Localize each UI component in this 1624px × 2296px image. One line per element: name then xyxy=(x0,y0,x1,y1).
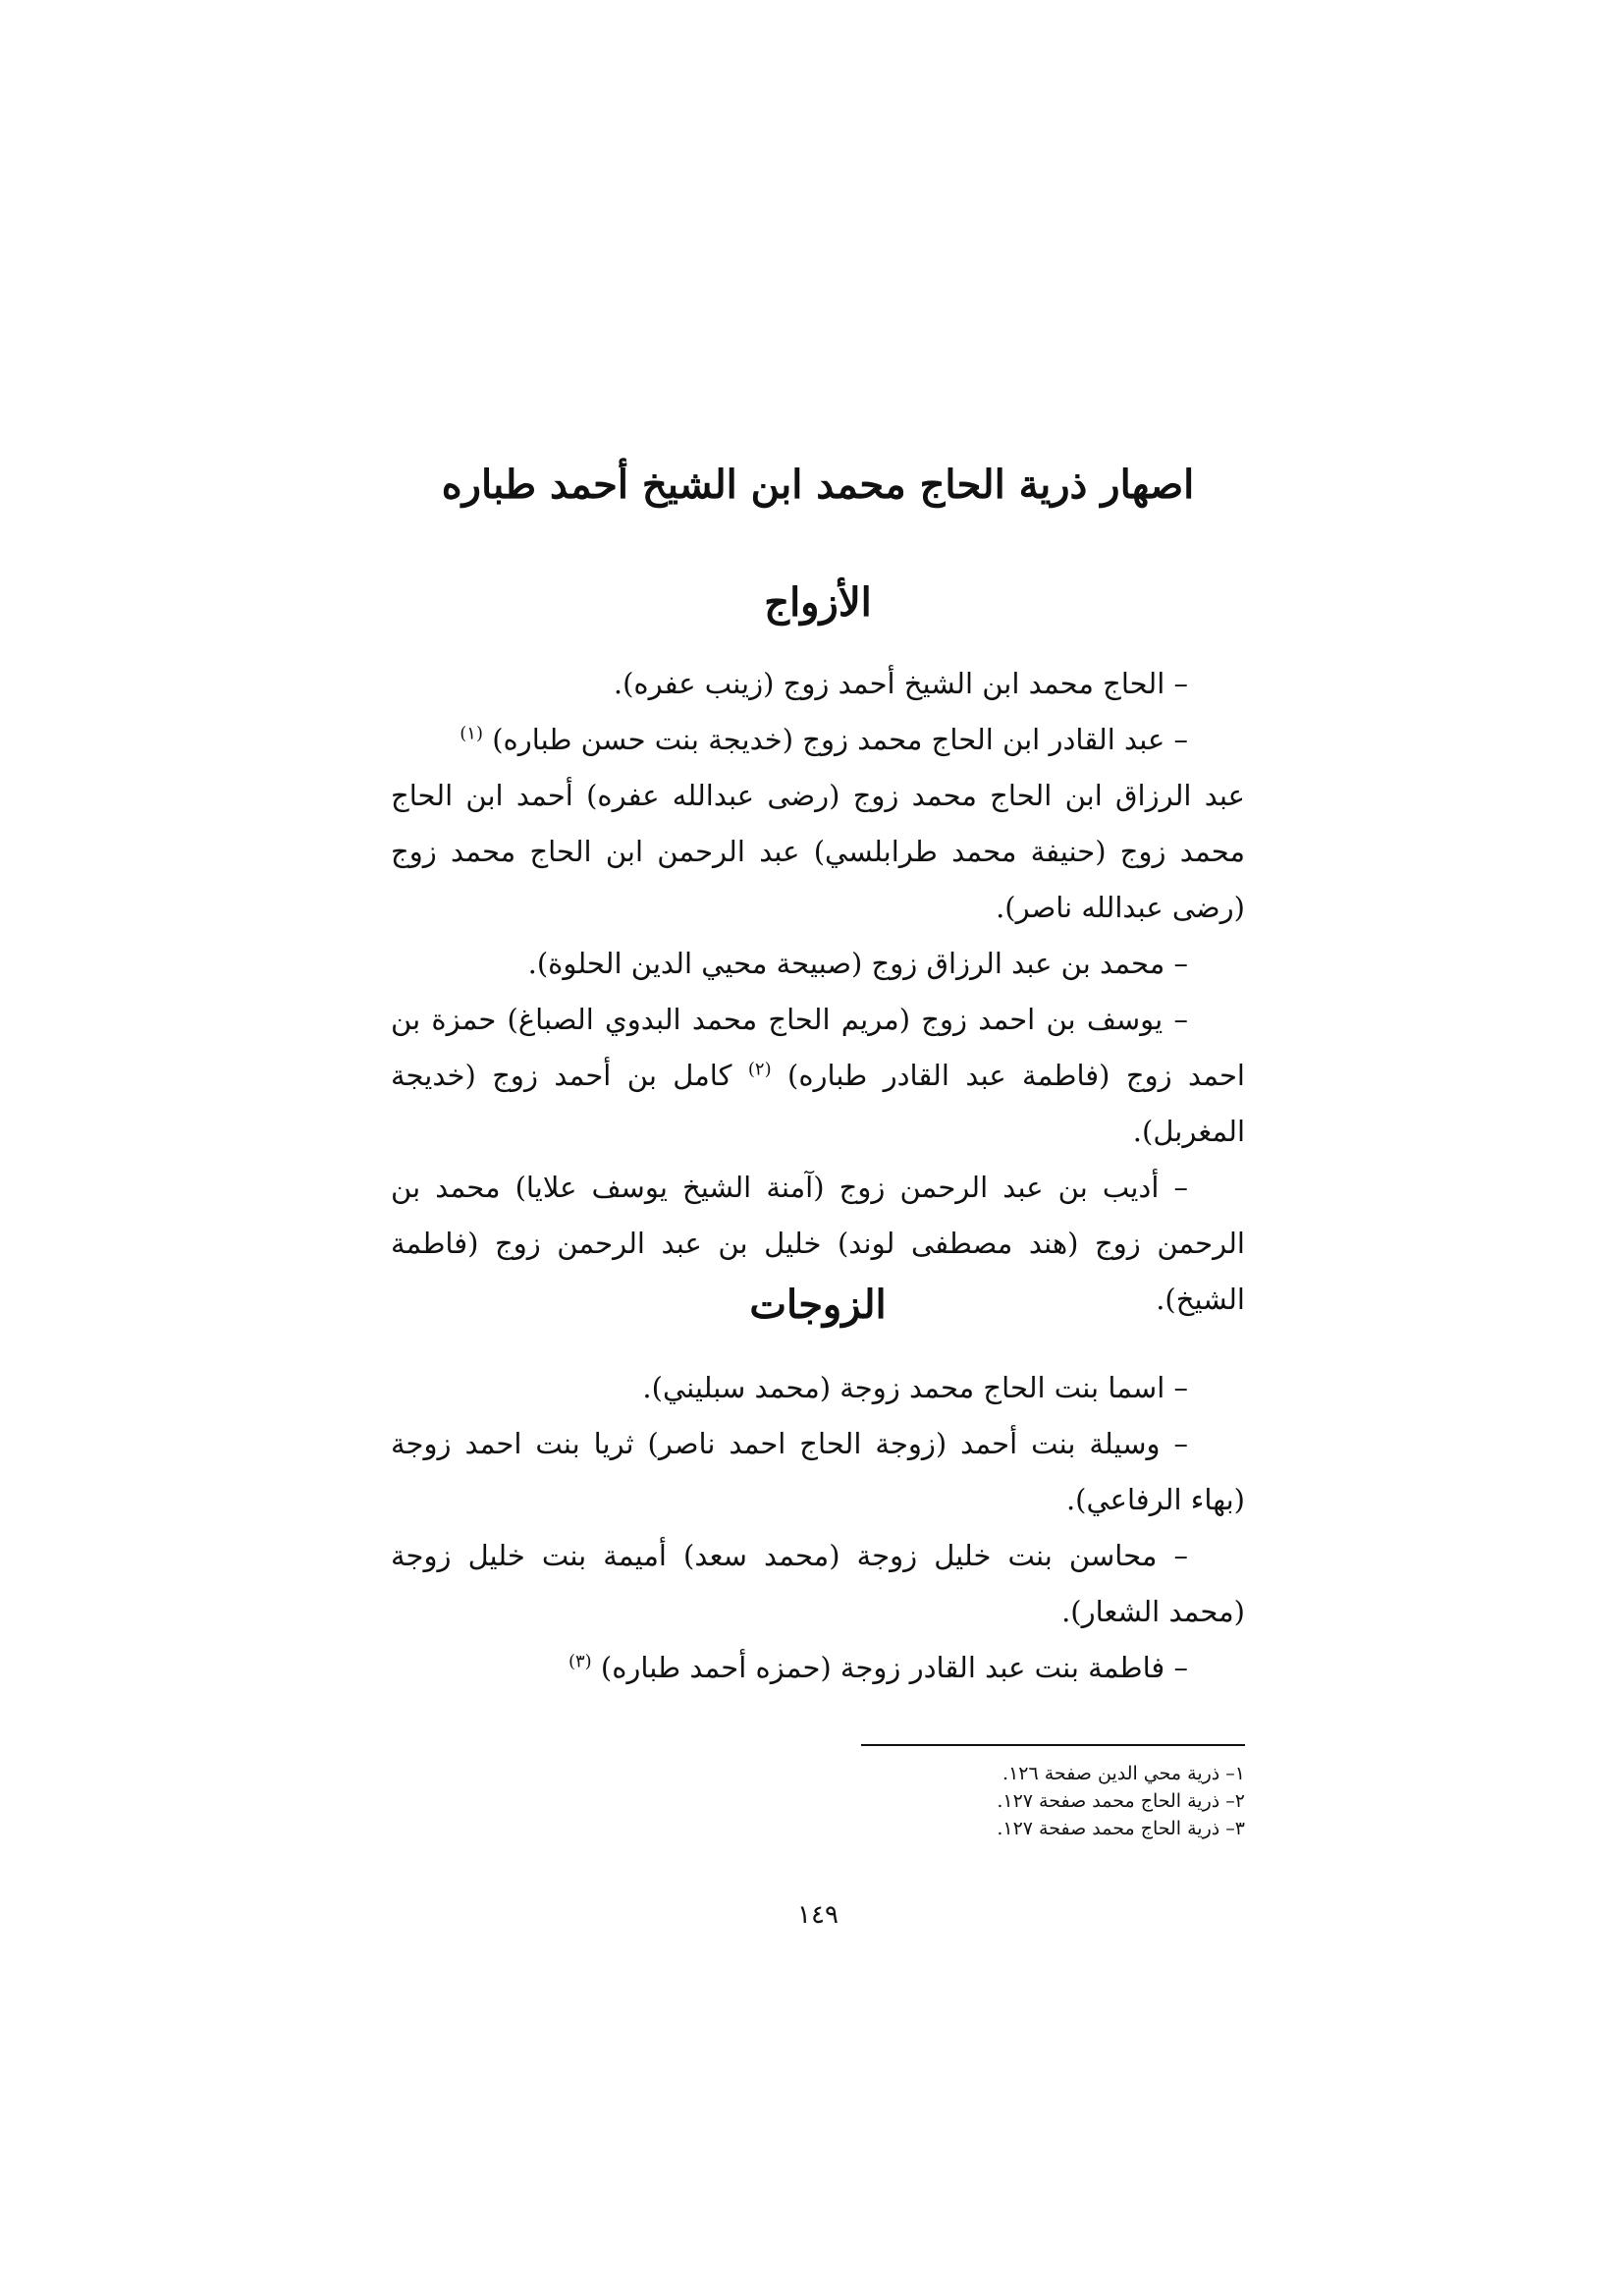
footnote-item: ٢– ذرية الحاج محمد صفحة ١٢٧. xyxy=(997,1790,1245,1812)
paragraph xyxy=(391,768,1245,936)
section-heading-wives: الزوجات xyxy=(749,1282,887,1328)
paragraph xyxy=(391,656,1245,712)
paragraph-text: – محاسن بنت خليل زوجة (محمد سعد) أميمة بنت خليل زوجة (محمد الشعار). xyxy=(391,1539,1245,1628)
paragraph xyxy=(391,936,1245,992)
paragraph xyxy=(391,1640,1245,1696)
paragraph-text: – عبد القادر ابن الحاج محمد زوج (خديجة بنت حسن طباره) xyxy=(492,723,1188,756)
footnote-reference: (٢) xyxy=(747,1059,772,1080)
paragraph-text: – أديب بن عبد الرحمن زوج (آمنة الشيخ يوسف علايا) محمد بن الرحمن زوج (هند مصطفى لوند) خليل بن عبد الرحمن زوج (فاطمة الشيخ). xyxy=(391,1171,1245,1316)
paragraph xyxy=(391,1416,1245,1528)
page-title: اصهار ذرية الحاج محمد ابن الشيخ أحمد طباره xyxy=(441,462,1195,508)
wives-section xyxy=(391,1360,1245,1696)
paragraph xyxy=(391,992,1245,1160)
paragraph-text: – فاطمة بنت عبد القادر زوجة (حمزه أحمد طباره) xyxy=(600,1651,1188,1684)
paragraph xyxy=(391,1528,1245,1640)
section-heading-husbands: الأزواج xyxy=(764,579,872,626)
footnote-item: ٣– ذرية الحاج محمد صفحة ١٢٧. xyxy=(997,1818,1245,1839)
paragraph-text: – محمد بن عبد الرزاق زوج (صبيحة محيي الدين الحلوة). xyxy=(527,947,1188,980)
paragraph-text: – وسيلة بنت أحمد (زوجة الحاج احمد ناصر) ثريا بنت احمد زوجة (بهاء الرفاعي). xyxy=(391,1427,1245,1516)
paragraph-text: – الحاج محمد ابن الشيخ أحمد زوج (زينب عفره). xyxy=(613,667,1188,700)
paragraph xyxy=(391,712,1245,768)
page-number: ١٤٩ xyxy=(797,1900,839,1930)
paragraph-text: – يوسف بن احمد زوج (مريم الحاج محمد البدوي الصباغ) حمزة بن احمد زوج (فاطمة عبد القادر طباره) xyxy=(391,1003,1245,1092)
footnote-item: ١– ذرية محي الدين صفحة ١٢٦. xyxy=(1002,1763,1245,1784)
paragraph xyxy=(391,1360,1245,1416)
footnote-reference: (١) xyxy=(460,723,483,744)
husbands-section xyxy=(391,656,1245,1328)
footnotes xyxy=(861,1760,1245,1842)
paragraph-text: – اسما بنت الحاج محمد زوجة (محمد سبليني). xyxy=(642,1371,1188,1404)
footnote-divider xyxy=(861,1744,1245,1746)
paragraph-text-continued: كامل بن أحمد زوج (خديجة المغربل). xyxy=(391,1059,1245,1148)
paragraph-text: عبد الرزاق ابن الحاج محمد زوج (رضى عبدالله عفره) أحمد ابن الحاج محمد زوج (حنيفة محمد طرابلسي) عبد الرحمن ابن الحاج محمد زوج (رضى عبدالله ناصر). xyxy=(391,779,1245,924)
footnote-reference: (٣) xyxy=(568,1651,592,1672)
